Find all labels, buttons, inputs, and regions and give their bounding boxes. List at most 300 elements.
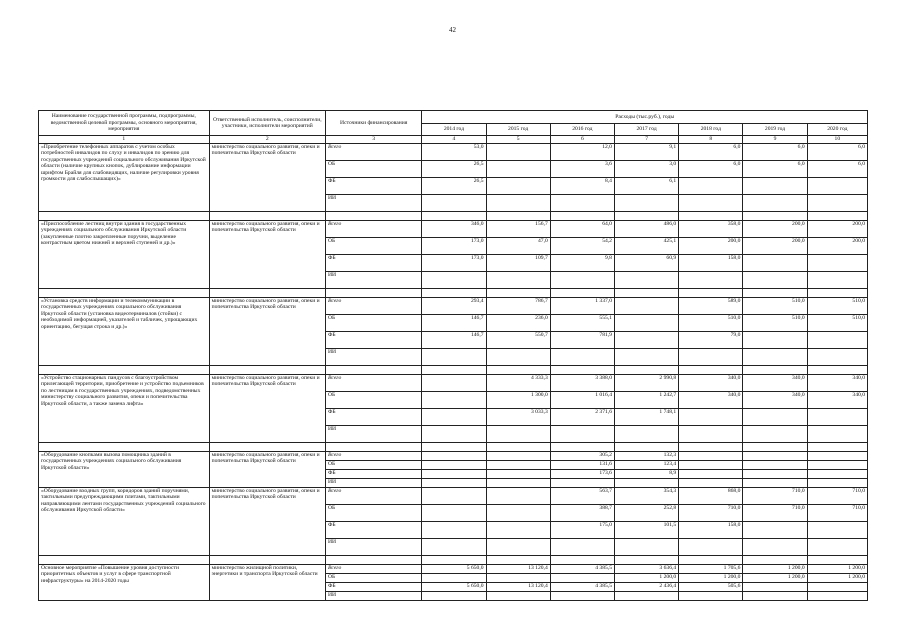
row-gap [39, 556, 868, 565]
expense-value: 425,1 [614, 238, 678, 255]
expense-value [614, 592, 678, 601]
measure-name: «Приспособление лестниц внутри здания в государственных учреждениях социального обслуживания Иркутской области (закупленные плотно закрепленные поручни, выделение контрастным цветом нижней и верхней ступеней и др.)» [39, 221, 210, 289]
gap-cell [39, 556, 210, 565]
executor: министерство социального развития, опеки и попечительства Иркутской области [209, 221, 325, 289]
expense-value [679, 272, 743, 289]
expense-value: 6,0 [807, 144, 867, 161]
gap-cell [679, 289, 743, 298]
expense-value [743, 583, 807, 592]
expense-value: 305,2 [550, 452, 614, 461]
budget-table [38, 110, 868, 601]
table-row [39, 144, 868, 161]
expense-value: 3 636,4 [614, 565, 678, 574]
expense-value: 2 990,8 [614, 375, 678, 392]
expense-value [422, 392, 486, 409]
gap-cell [614, 289, 678, 298]
expense-value [807, 409, 867, 426]
expense-value [550, 195, 614, 212]
expense-value [486, 272, 550, 289]
gap-cell [326, 443, 422, 452]
gap-cell [486, 212, 550, 221]
expense-value: 109,7 [486, 255, 550, 272]
funding-source: ФБ [326, 178, 422, 195]
expense-value: 26,5 [422, 178, 486, 195]
gap-cell [679, 212, 743, 221]
expense-value [486, 522, 550, 539]
gap-cell [550, 556, 614, 565]
expense-value [422, 349, 486, 366]
expense-value [807, 332, 867, 349]
expense-value: 486,0 [614, 221, 678, 238]
header-year: 2018 год [679, 124, 743, 136]
expense-value: 340,0 [807, 375, 867, 392]
gap-cell [486, 366, 550, 375]
gap-cell [209, 366, 325, 375]
expense-value [743, 178, 807, 195]
header-source-column: Источники финансирования [326, 111, 422, 136]
expense-value [743, 195, 807, 212]
gap-cell [550, 443, 614, 452]
expense-value [422, 479, 486, 488]
expense-value: 1 200,0 [807, 565, 867, 574]
expense-value [422, 522, 486, 539]
gap-cell [39, 366, 210, 375]
expense-value [486, 479, 550, 488]
measure-name: «Оборудование кнопками вызова помощника зданий в государственных учреждениях социального обслуживания Иркутской области» [39, 452, 210, 488]
column-number: 4 [422, 136, 486, 144]
expense-value: 4 385,5 [550, 565, 614, 574]
expense-value: 1 200,0 [743, 565, 807, 574]
expense-value: 200,0 [743, 221, 807, 238]
expense-value [743, 522, 807, 539]
expense-value: 340,0 [679, 392, 743, 409]
expense-value [807, 349, 867, 366]
gap-cell [422, 366, 486, 375]
expense-value: 132,3 [614, 452, 678, 461]
funding-source: ФБ [326, 522, 422, 539]
expense-value [550, 272, 614, 289]
expense-value: 710,0 [807, 505, 867, 522]
expense-value [422, 409, 486, 426]
expense-value: 173,6 [550, 470, 614, 479]
expense-value [807, 461, 867, 470]
expense-value [679, 178, 743, 195]
expense-value: 8,9 [614, 470, 678, 479]
gap-cell [743, 443, 807, 452]
gap-cell [39, 289, 210, 298]
expense-value: 158,0 [679, 255, 743, 272]
expense-value: 6,1 [614, 178, 678, 195]
expense-value: 1 200,0 [679, 574, 743, 583]
expense-value: 781,9 [550, 332, 614, 349]
gap-cell [743, 556, 807, 565]
funding-source: Всего [326, 144, 422, 161]
expense-value [743, 409, 807, 426]
expense-value [614, 349, 678, 366]
gap-cell [743, 289, 807, 298]
expense-value [679, 479, 743, 488]
gap-cell [326, 556, 422, 565]
expense-value: 555,1 [550, 315, 614, 332]
expense-value [743, 470, 807, 479]
gap-cell [807, 443, 867, 452]
expense-value: 1 200,0 [614, 574, 678, 583]
expense-value: 2 436,4 [614, 583, 678, 592]
expense-value [486, 488, 550, 505]
expense-value [679, 592, 743, 601]
expense-value: 47,0 [486, 238, 550, 255]
executor: министерство социального развития, опеки и попечительства Иркутской области [209, 298, 325, 366]
row-gap [39, 366, 868, 375]
gap-cell [209, 212, 325, 221]
expense-value: 200,0 [807, 238, 867, 255]
expense-value [550, 574, 614, 583]
expense-value [486, 592, 550, 601]
expense-value [743, 255, 807, 272]
column-number: 8 [679, 136, 743, 144]
expense-value [422, 470, 486, 479]
header-year: 2019 год [743, 124, 807, 136]
gap-cell [614, 366, 678, 375]
gap-cell [422, 443, 486, 452]
funding-source: ИИ [326, 272, 422, 289]
expense-value: 26,5 [422, 161, 486, 178]
funding-source: ИИ [326, 426, 422, 443]
gap-cell [614, 556, 678, 565]
expense-value [422, 505, 486, 522]
expense-value [807, 539, 867, 556]
funding-source: ОБ [326, 161, 422, 178]
expense-value [486, 426, 550, 443]
gap-cell [679, 556, 743, 565]
expense-value: 200,0 [743, 238, 807, 255]
expense-value: 5 650,0 [422, 565, 486, 574]
expense-value: 388,7 [550, 505, 614, 522]
gap-cell [743, 366, 807, 375]
header-year: 2020 год [807, 124, 867, 136]
column-number: 3 [326, 136, 422, 144]
expense-value [486, 195, 550, 212]
expense-value: 358,0 [679, 221, 743, 238]
row-gap [39, 443, 868, 452]
column-number: 6 [550, 136, 614, 144]
funding-source: ФБ [326, 409, 422, 426]
expense-value: 173,0 [422, 238, 486, 255]
gap-cell [422, 289, 486, 298]
expense-value: 563,7 [550, 488, 614, 505]
expense-value: 550,7 [486, 332, 550, 349]
executor: министерство социального развития, опеки и попечительства Иркутской области [209, 144, 325, 212]
measure-name: «Устройство стационарных пандусов с благоустройством прилегающей территории, приобретение и устройство подъемников по лестницам в государственных учреждениях, подведомственных министерству социального развития, опеки и попечительства Иркутской области, а также замена лифта» [39, 375, 210, 443]
expense-value [614, 315, 678, 332]
expense-value [550, 426, 614, 443]
expense-value: 1 016,4 [550, 392, 614, 409]
measure-name: «Установка средств информации и телекоммуникации в государственных учреждениях социального обслуживания Иркутской области (установка видеотерминалов (стойки) с необходимой информацией, указателей и табличек, упрощающих ориентацию, бегущая строка и др.)» [39, 298, 210, 366]
expense-value: 146,7 [422, 315, 486, 332]
expense-value: 510,0 [743, 298, 807, 315]
gap-cell [486, 289, 550, 298]
gap-cell [550, 289, 614, 298]
column-number: 7 [614, 136, 678, 144]
executor: министерство социального развития, опеки и попечительства Иркутской области [209, 375, 325, 443]
executor: министерство жилищной политики, энергетики и транспорта Иркутской области [209, 565, 325, 601]
measure-name: «Оборудование входных групп, коридоров зданий поручнями, тактильными предупреждающими плитами, тактильными направляющими лентами государственных учреждений социального обслуживания Иркутской области» [39, 488, 210, 556]
expense-value: 6,0 [679, 161, 743, 178]
expense-value: 1 337,0 [550, 298, 614, 315]
expense-value [422, 426, 486, 443]
row-gap [39, 212, 868, 221]
expense-value: 13 120,4 [486, 583, 550, 592]
expense-value: 6,0 [807, 161, 867, 178]
expense-value [807, 426, 867, 443]
expense-value [743, 592, 807, 601]
funding-source: ОБ [326, 505, 422, 522]
gap-cell [743, 212, 807, 221]
expense-value [679, 461, 743, 470]
expense-value [550, 479, 614, 488]
expense-value: 236,0 [486, 315, 550, 332]
expense-value: 1 300,0 [486, 392, 550, 409]
table-row [39, 452, 868, 461]
expense-value [807, 272, 867, 289]
expense-value [743, 426, 807, 443]
expense-value [614, 298, 678, 315]
expense-value: 101,5 [614, 522, 678, 539]
expense-value [743, 272, 807, 289]
header-year: 2017 год [614, 124, 678, 136]
funding-source: ИИ [326, 592, 422, 601]
expense-value [486, 505, 550, 522]
gap-cell [614, 443, 678, 452]
expense-value: 293,4 [422, 298, 486, 315]
expense-value: 200,0 [679, 238, 743, 255]
gap-cell [807, 556, 867, 565]
gap-cell [807, 212, 867, 221]
expense-value: 1 705,6 [679, 565, 743, 574]
funding-source: ФБ [326, 332, 422, 349]
expense-value: 589,0 [679, 298, 743, 315]
expense-value [486, 461, 550, 470]
executor: министерство социального развития, опеки и попечительства Иркутской области [209, 452, 325, 488]
gap-cell [209, 443, 325, 452]
expense-value [614, 195, 678, 212]
gap-cell [39, 212, 210, 221]
expense-value [422, 452, 486, 461]
expense-value [614, 332, 678, 349]
gap-cell [326, 212, 422, 221]
funding-source: ОБ [326, 574, 422, 583]
funding-source: ИИ [326, 349, 422, 366]
expense-value [679, 539, 743, 556]
expense-value [422, 461, 486, 470]
header-name-column: Наименование государственной программы, подпрограммы, ведомственной целевой программы, основного мероприятия, мероприятия [39, 111, 210, 136]
column-number: 1 [39, 136, 210, 144]
expense-value: 2 371,6 [550, 409, 614, 426]
funding-source: ОБ [326, 315, 422, 332]
expense-value: 53,0 [422, 144, 486, 161]
expense-value [422, 488, 486, 505]
expense-value: 3 033,3 [486, 409, 550, 426]
expense-value [679, 349, 743, 366]
funding-source: ОБ [326, 392, 422, 409]
expense-value: 4 333,3 [486, 375, 550, 392]
expense-value [807, 452, 867, 461]
expense-value [679, 409, 743, 426]
expense-value: 340,0 [743, 392, 807, 409]
expense-value: 156,7 [486, 221, 550, 238]
expense-value: 3,0 [614, 161, 678, 178]
expense-value: 79,0 [679, 332, 743, 349]
funding-source: ФБ [326, 470, 422, 479]
expense-value: 510,0 [807, 315, 867, 332]
expense-value [550, 349, 614, 366]
expense-value: 510,0 [807, 298, 867, 315]
table-row [39, 565, 868, 574]
expense-value [486, 144, 550, 161]
expense-value: 340,0 [743, 375, 807, 392]
funding-source: Всего [326, 298, 422, 315]
expense-value: 346,0 [422, 221, 486, 238]
expense-value: 9,1 [614, 144, 678, 161]
funding-source: ИИ [326, 539, 422, 556]
measure-name: «Приобретение телефонных аппаратов с учетом особых потребностей инвалидов по слуху и инвалидов по зрению для государственных учреждений социального обслуживания Иркутской области (наличие крупных кнопок, дублирование информации шрифтом Брайля для слабовидящих, наличие регулировки уровня громкости для слабослышащих)» [39, 144, 210, 212]
expense-value: 123,4 [614, 461, 678, 470]
expense-value [422, 539, 486, 556]
gap-cell [422, 212, 486, 221]
expense-value [807, 470, 867, 479]
expense-value: 175,0 [550, 522, 614, 539]
expense-value: 64,0 [550, 221, 614, 238]
expense-value [743, 349, 807, 366]
expense-value: 1 242,7 [614, 392, 678, 409]
expense-value: 60,9 [614, 255, 678, 272]
expense-value [422, 195, 486, 212]
expense-value [743, 452, 807, 461]
gap-cell [679, 443, 743, 452]
expense-value [679, 195, 743, 212]
funding-source: ИИ [326, 195, 422, 212]
expense-value: 1 200,0 [807, 574, 867, 583]
expense-value: 146,7 [422, 332, 486, 349]
expense-value [486, 349, 550, 366]
gap-cell [326, 366, 422, 375]
funding-source: Всего [326, 488, 422, 505]
funding-source: Всего [326, 565, 422, 574]
expense-value [486, 178, 550, 195]
expense-value [807, 592, 867, 601]
measure-name: Основное мероприятие «Повышение уровня доступности приоритетных объектов и услуг в сфере транспортной инфраструктуры» на 2014-2020 годы [39, 565, 210, 601]
expense-value [422, 375, 486, 392]
header-executor-column: Ответственный исполнитель, соисполнители, участники, исполнители мероприятий [209, 111, 325, 136]
expense-value [550, 539, 614, 556]
expense-value [614, 426, 678, 443]
funding-source: ИИ [326, 479, 422, 488]
gap-cell [486, 443, 550, 452]
expense-value: 354,3 [614, 488, 678, 505]
gap-cell [39, 443, 210, 452]
gap-cell [486, 556, 550, 565]
expense-value: 340,0 [807, 392, 867, 409]
expense-value [422, 592, 486, 601]
column-number: 2 [209, 136, 325, 144]
expense-value: 6,0 [743, 161, 807, 178]
funding-source: ФБ [326, 583, 422, 592]
header-year: 2014 год [422, 124, 486, 136]
expense-value [743, 461, 807, 470]
row-gap [39, 289, 868, 298]
expense-value [486, 574, 550, 583]
funding-source: ОБ [326, 461, 422, 470]
expense-value [807, 195, 867, 212]
expense-value [614, 479, 678, 488]
expense-value [743, 479, 807, 488]
expense-value [679, 470, 743, 479]
executor: министерство социального развития, опеки и попечительства Иркутской области [209, 488, 325, 556]
expense-value: 1 200,0 [743, 574, 807, 583]
expense-value [743, 539, 807, 556]
funding-source: ФБ [326, 255, 422, 272]
page-number: 42 [449, 26, 456, 34]
header-year: 2016 год [550, 124, 614, 136]
expense-value: 340,0 [679, 375, 743, 392]
expense-value [614, 539, 678, 556]
table-row [39, 298, 868, 315]
gap-cell [209, 556, 325, 565]
expense-value: 786,7 [486, 298, 550, 315]
column-number: 9 [743, 136, 807, 144]
funding-source: ОБ [326, 238, 422, 255]
expense-value [807, 178, 867, 195]
gap-cell [326, 289, 422, 298]
header-year: 2015 год [486, 124, 550, 136]
column-number: 5 [486, 136, 550, 144]
funding-source: Всего [326, 221, 422, 238]
expense-value [807, 255, 867, 272]
expense-value: 710,0 [679, 505, 743, 522]
expense-value [743, 332, 807, 349]
expense-value [807, 583, 867, 592]
header-expenses: Расходы (тыс.руб.), годы [422, 111, 868, 124]
expense-value: 505,6 [679, 583, 743, 592]
expense-value: 3 388,0 [550, 375, 614, 392]
expense-value [550, 592, 614, 601]
expense-value [679, 426, 743, 443]
expense-value: 13 120,4 [486, 565, 550, 574]
table-row [39, 375, 868, 392]
expense-value [679, 452, 743, 461]
expense-value: 54,2 [550, 238, 614, 255]
expense-value: 158,0 [679, 522, 743, 539]
expense-value: 173,0 [422, 255, 486, 272]
gap-cell [679, 366, 743, 375]
table-row [39, 488, 868, 505]
gap-cell [550, 212, 614, 221]
expense-value: 4 385,5 [550, 583, 614, 592]
expense-value: 8,4 [550, 178, 614, 195]
expense-value: 1 748,1 [614, 409, 678, 426]
expense-value [486, 161, 550, 178]
expense-value: 131,6 [550, 461, 614, 470]
expense-value [486, 539, 550, 556]
expense-value [807, 522, 867, 539]
gap-cell [807, 289, 867, 298]
table-row [39, 221, 868, 238]
expense-value: 710,0 [743, 505, 807, 522]
gap-cell [614, 212, 678, 221]
expense-value: 200,0 [807, 221, 867, 238]
expense-value: 868,0 [679, 488, 743, 505]
expense-value: 710,0 [807, 488, 867, 505]
